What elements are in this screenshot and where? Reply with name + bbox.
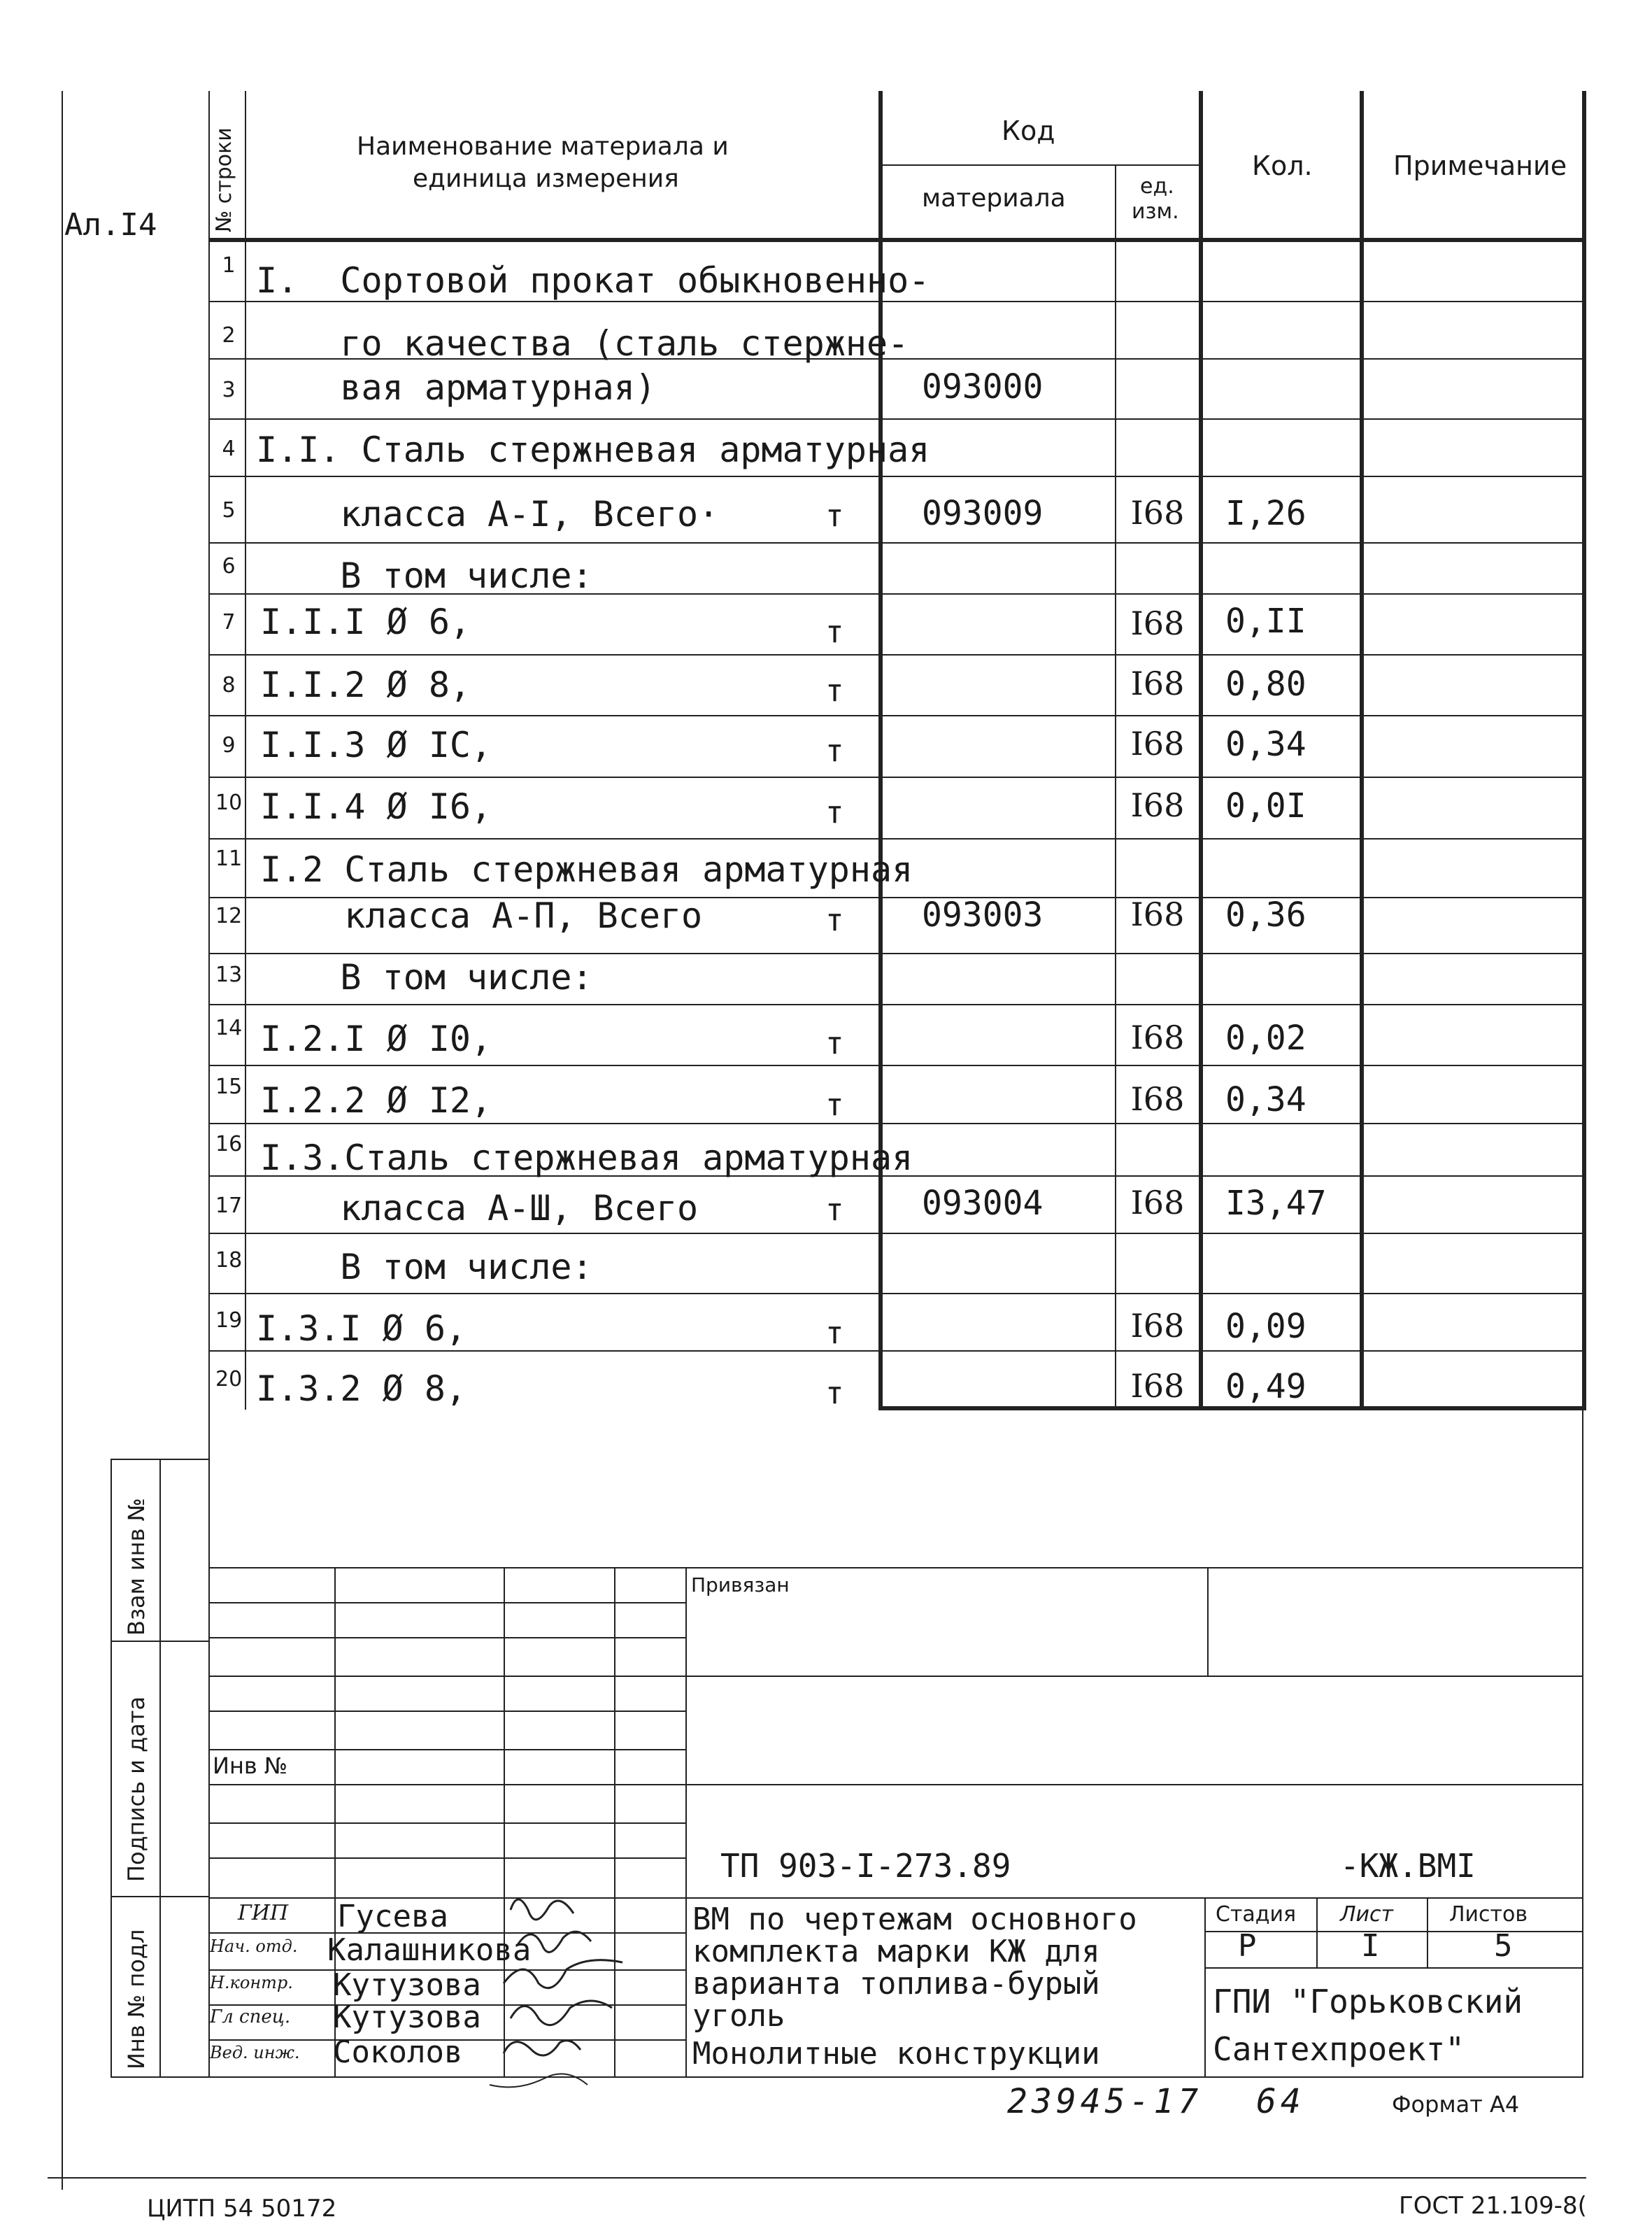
header-name-line1: Наименование материала и bbox=[357, 132, 729, 161]
stamp-grid-line bbox=[208, 1567, 1583, 1568]
row-number: 7 bbox=[222, 610, 236, 635]
row-name: класса А-П, Всего bbox=[260, 895, 703, 936]
signer-name: Гусева bbox=[337, 1899, 448, 1934]
row-name: I.2 Сталь стержневая арматурная bbox=[260, 849, 913, 890]
side-strip-sep2 bbox=[111, 1896, 210, 1897]
row-ed: I68 bbox=[1130, 1184, 1185, 1221]
row-unit: т bbox=[825, 1087, 844, 1123]
title-line: комплекта марки КЖ для bbox=[692, 1934, 1100, 1969]
row-ed: I68 bbox=[1130, 494, 1185, 532]
signer-role: Нач. отд. bbox=[210, 1936, 298, 1956]
row-ed: I68 bbox=[1130, 1307, 1185, 1345]
title-line: уголь bbox=[692, 1998, 785, 2034]
row-unit: т bbox=[825, 1375, 844, 1411]
row-qty: 0,II bbox=[1225, 602, 1306, 641]
page-bottom-border bbox=[48, 2177, 1586, 2179]
row-qty: 0,36 bbox=[1225, 895, 1306, 935]
row-unit: т bbox=[825, 498, 844, 534]
row-name: I.I.2 Ø 8, bbox=[260, 665, 471, 705]
row-ed: I68 bbox=[1130, 665, 1185, 702]
row-qty: 0,34 bbox=[1225, 1080, 1306, 1119]
row-number: 15 bbox=[215, 1075, 243, 1099]
row-number: 3 bbox=[222, 378, 236, 402]
row-line bbox=[208, 1233, 1583, 1234]
signer-role: Гл спец. bbox=[210, 2006, 291, 2027]
row-unit: т bbox=[825, 673, 844, 709]
title-line: ВМ по чертежам основного bbox=[692, 1901, 1137, 1937]
header-row-no: № строки bbox=[212, 127, 236, 232]
row-line bbox=[208, 1350, 1583, 1352]
stamp-col-line bbox=[685, 1567, 687, 2078]
row-ed: I68 bbox=[1130, 604, 1185, 642]
stage-label: Стадия bbox=[1216, 1902, 1297, 1927]
row-code: 093009 bbox=[922, 494, 1044, 533]
row-line bbox=[208, 654, 1583, 656]
row-name: I.3.Сталь стержневая арматурная bbox=[260, 1138, 913, 1178]
row-number: 6 bbox=[222, 554, 236, 579]
row-ed: I68 bbox=[1130, 1367, 1185, 1405]
row-qty: 0,0I bbox=[1225, 786, 1306, 826]
row-name: I. Сортовой прокат обыкновенно- bbox=[256, 260, 930, 301]
stamp-bottom-line bbox=[111, 2076, 1583, 2078]
page-number: 64 bbox=[1256, 2082, 1305, 2121]
row-unit: т bbox=[825, 1192, 844, 1228]
org-line2: Сантехпроект" bbox=[1213, 2030, 1465, 2068]
side-podpis-data: Подпись и дата bbox=[123, 1696, 150, 1882]
row-ed: I68 bbox=[1130, 1019, 1185, 1056]
row-line bbox=[208, 715, 1583, 716]
stage-box-top bbox=[1204, 1897, 1583, 1899]
privyazan-label: Привязан bbox=[691, 1573, 790, 1596]
row-number: 17 bbox=[215, 1194, 243, 1218]
designation: ТП 903-I-273.89 bbox=[720, 1847, 1011, 1885]
row-qty: 0,09 bbox=[1225, 1307, 1306, 1346]
row-number: 11 bbox=[215, 847, 243, 871]
row-qty: 0,34 bbox=[1225, 725, 1306, 764]
stage-box-mid bbox=[1204, 1931, 1583, 1932]
side-strip-mid bbox=[159, 1459, 161, 2078]
designation-suffix: -КЖ.ВМI bbox=[1340, 1847, 1476, 1885]
sheet-value: I bbox=[1361, 1928, 1380, 1964]
row-ed: I68 bbox=[1130, 1080, 1185, 1118]
row-ed: I68 bbox=[1130, 725, 1185, 763]
table-right-line bbox=[1582, 91, 1586, 1410]
ed-qty-divider bbox=[1199, 91, 1203, 1410]
stage-box-left bbox=[1204, 1897, 1206, 2078]
row-number: 10 bbox=[215, 791, 243, 815]
right-code: ГОСТ 21.109-8( bbox=[1399, 2192, 1587, 2220]
row-name: I.I.3 Ø IC, bbox=[260, 725, 492, 765]
rownum-divider bbox=[245, 91, 246, 1410]
row-name: I.I.I Ø 6, bbox=[260, 602, 471, 642]
row-line bbox=[208, 1293, 1583, 1294]
row-line bbox=[208, 838, 1583, 840]
sheet-label-stamp: Лист bbox=[1340, 1902, 1394, 1927]
row-unit: т bbox=[825, 902, 844, 938]
row-number: 16 bbox=[215, 1132, 243, 1156]
row-name: I.3.I Ø 6, bbox=[256, 1308, 467, 1349]
side-strip-top bbox=[111, 1459, 210, 1460]
table-left-line bbox=[208, 91, 210, 1410]
stage-box-col1 bbox=[1316, 1897, 1318, 1967]
row-qty: 0,80 bbox=[1225, 665, 1306, 704]
row-name: В том числе: bbox=[256, 1247, 593, 1287]
row-number: 12 bbox=[215, 904, 243, 928]
signer-name: Соколов bbox=[333, 2034, 463, 2070]
signatures-graphic bbox=[483, 1882, 671, 2113]
row-ed: I68 bbox=[1130, 786, 1185, 824]
left-code: ЦИТП 54 50172 bbox=[147, 2195, 337, 2223]
row-name: класса А-I, Всего· bbox=[256, 494, 720, 534]
row-line bbox=[208, 1123, 1583, 1124]
row-unit: т bbox=[825, 733, 844, 769]
row-number: 5 bbox=[222, 498, 236, 523]
row-line bbox=[208, 301, 1583, 302]
row-number: 18 bbox=[215, 1248, 243, 1273]
row-number: 1 bbox=[222, 253, 236, 278]
format-label: Формат А4 bbox=[1392, 2091, 1520, 2118]
table-bottom-line bbox=[878, 1406, 1586, 1410]
row-name: I.3.2 Ø 8, bbox=[256, 1368, 467, 1409]
row-number: 4 bbox=[222, 437, 236, 461]
sheets-value: 5 bbox=[1494, 1928, 1513, 1964]
code-subheader-line bbox=[878, 164, 1200, 166]
row-number: 8 bbox=[222, 673, 236, 697]
row-qty: I3,47 bbox=[1225, 1184, 1327, 1223]
header-qty: Кол. bbox=[1252, 150, 1313, 181]
row-number: 19 bbox=[215, 1308, 243, 1333]
row-code: 093003 bbox=[922, 895, 1044, 935]
row-unit: т bbox=[825, 1026, 844, 1061]
stage-box-bottom bbox=[1204, 1967, 1583, 1969]
row-name: В том числе: bbox=[256, 555, 593, 596]
page-left-border bbox=[62, 91, 63, 2190]
header-note: Примечание bbox=[1393, 150, 1567, 181]
qty-note-divider bbox=[1360, 91, 1364, 1410]
header-code-unit-2: изм. bbox=[1132, 199, 1179, 224]
stamp-grid-line bbox=[208, 1784, 1583, 1785]
code-ed-divider bbox=[1115, 164, 1116, 1410]
row-qty: I,26 bbox=[1225, 494, 1306, 533]
row-line bbox=[208, 1004, 1583, 1005]
row-line bbox=[208, 418, 1583, 420]
row-name: класса А-Ш, Всего bbox=[256, 1188, 699, 1228]
side-strip-left bbox=[111, 1459, 112, 2078]
signer-name: Кутузова bbox=[333, 1967, 481, 2003]
row-unit: т bbox=[825, 795, 844, 830]
signer-name: Калашникова bbox=[327, 1932, 532, 1968]
row-code: 093004 bbox=[922, 1184, 1044, 1223]
row-name: го качества (сталь стержне- bbox=[256, 323, 909, 364]
row-line bbox=[208, 1065, 1583, 1066]
side-inv-podl: Инв № подл bbox=[123, 1929, 150, 2069]
row-name: I.2.2 Ø I2, bbox=[260, 1080, 492, 1121]
row-line bbox=[208, 542, 1583, 544]
row-name: I.I. Сталь стержневая арматурная bbox=[256, 430, 930, 470]
row-qty: 0,49 bbox=[1225, 1367, 1306, 1406]
row-line bbox=[208, 953, 1583, 954]
header-code-material: материала bbox=[922, 184, 1066, 213]
signer-name: Кутузова bbox=[333, 1999, 481, 2035]
stamp-grid-line bbox=[208, 1676, 1583, 1677]
stamp-privyazan-split bbox=[1207, 1567, 1209, 1676]
header-code-unit-1: ед. bbox=[1140, 174, 1174, 199]
sheet-label: Ал.I4 bbox=[64, 207, 157, 243]
sheets-label: Листов bbox=[1449, 1902, 1528, 1927]
row-number: 20 bbox=[215, 1367, 243, 1391]
title-line: варианта топлива-бурый bbox=[692, 1966, 1100, 2002]
row-unit: т bbox=[825, 614, 844, 650]
row-name: вая арматурная) bbox=[256, 367, 656, 408]
stamp-right-line bbox=[1582, 1410, 1583, 2078]
signer-role: Вед. инж. bbox=[210, 2043, 300, 2062]
title-line: Монолитные конструкции bbox=[692, 2036, 1100, 2071]
row-qty: 0,02 bbox=[1225, 1019, 1306, 1058]
row-number: 14 bbox=[215, 1016, 243, 1040]
stage-box-col2 bbox=[1427, 1897, 1428, 1967]
header-bottom-line bbox=[208, 238, 1586, 242]
row-name: I.2.I Ø I0, bbox=[260, 1019, 492, 1059]
signer-role: ГИП bbox=[238, 1901, 289, 1925]
row-name: I.I.4 Ø I6, bbox=[260, 786, 492, 827]
archive-number: 23945-17 bbox=[1007, 2082, 1203, 2121]
stage-value: Р bbox=[1238, 1928, 1257, 1964]
side-vzam-inv: Взам инв № bbox=[123, 1498, 150, 1636]
row-name: В том числе: bbox=[256, 957, 593, 998]
row-number: 2 bbox=[222, 323, 236, 348]
row-number: 13 bbox=[215, 963, 243, 987]
header-name-line2: единица измерения bbox=[413, 164, 679, 193]
inv-no-label: Инв № bbox=[213, 1752, 288, 1779]
org-line1: ГПИ "Горьковский bbox=[1213, 1983, 1523, 2020]
row-line bbox=[208, 476, 1583, 477]
row-unit: т bbox=[825, 1315, 844, 1351]
row-code: 093000 bbox=[922, 367, 1044, 406]
row-number: 9 bbox=[222, 733, 236, 758]
row-ed: I68 bbox=[1130, 895, 1185, 933]
signer-role: Н.контр. bbox=[210, 1973, 293, 1992]
header-code: Код bbox=[1002, 115, 1055, 146]
row-line bbox=[208, 777, 1583, 778]
side-strip-sep1 bbox=[111, 1641, 210, 1642]
